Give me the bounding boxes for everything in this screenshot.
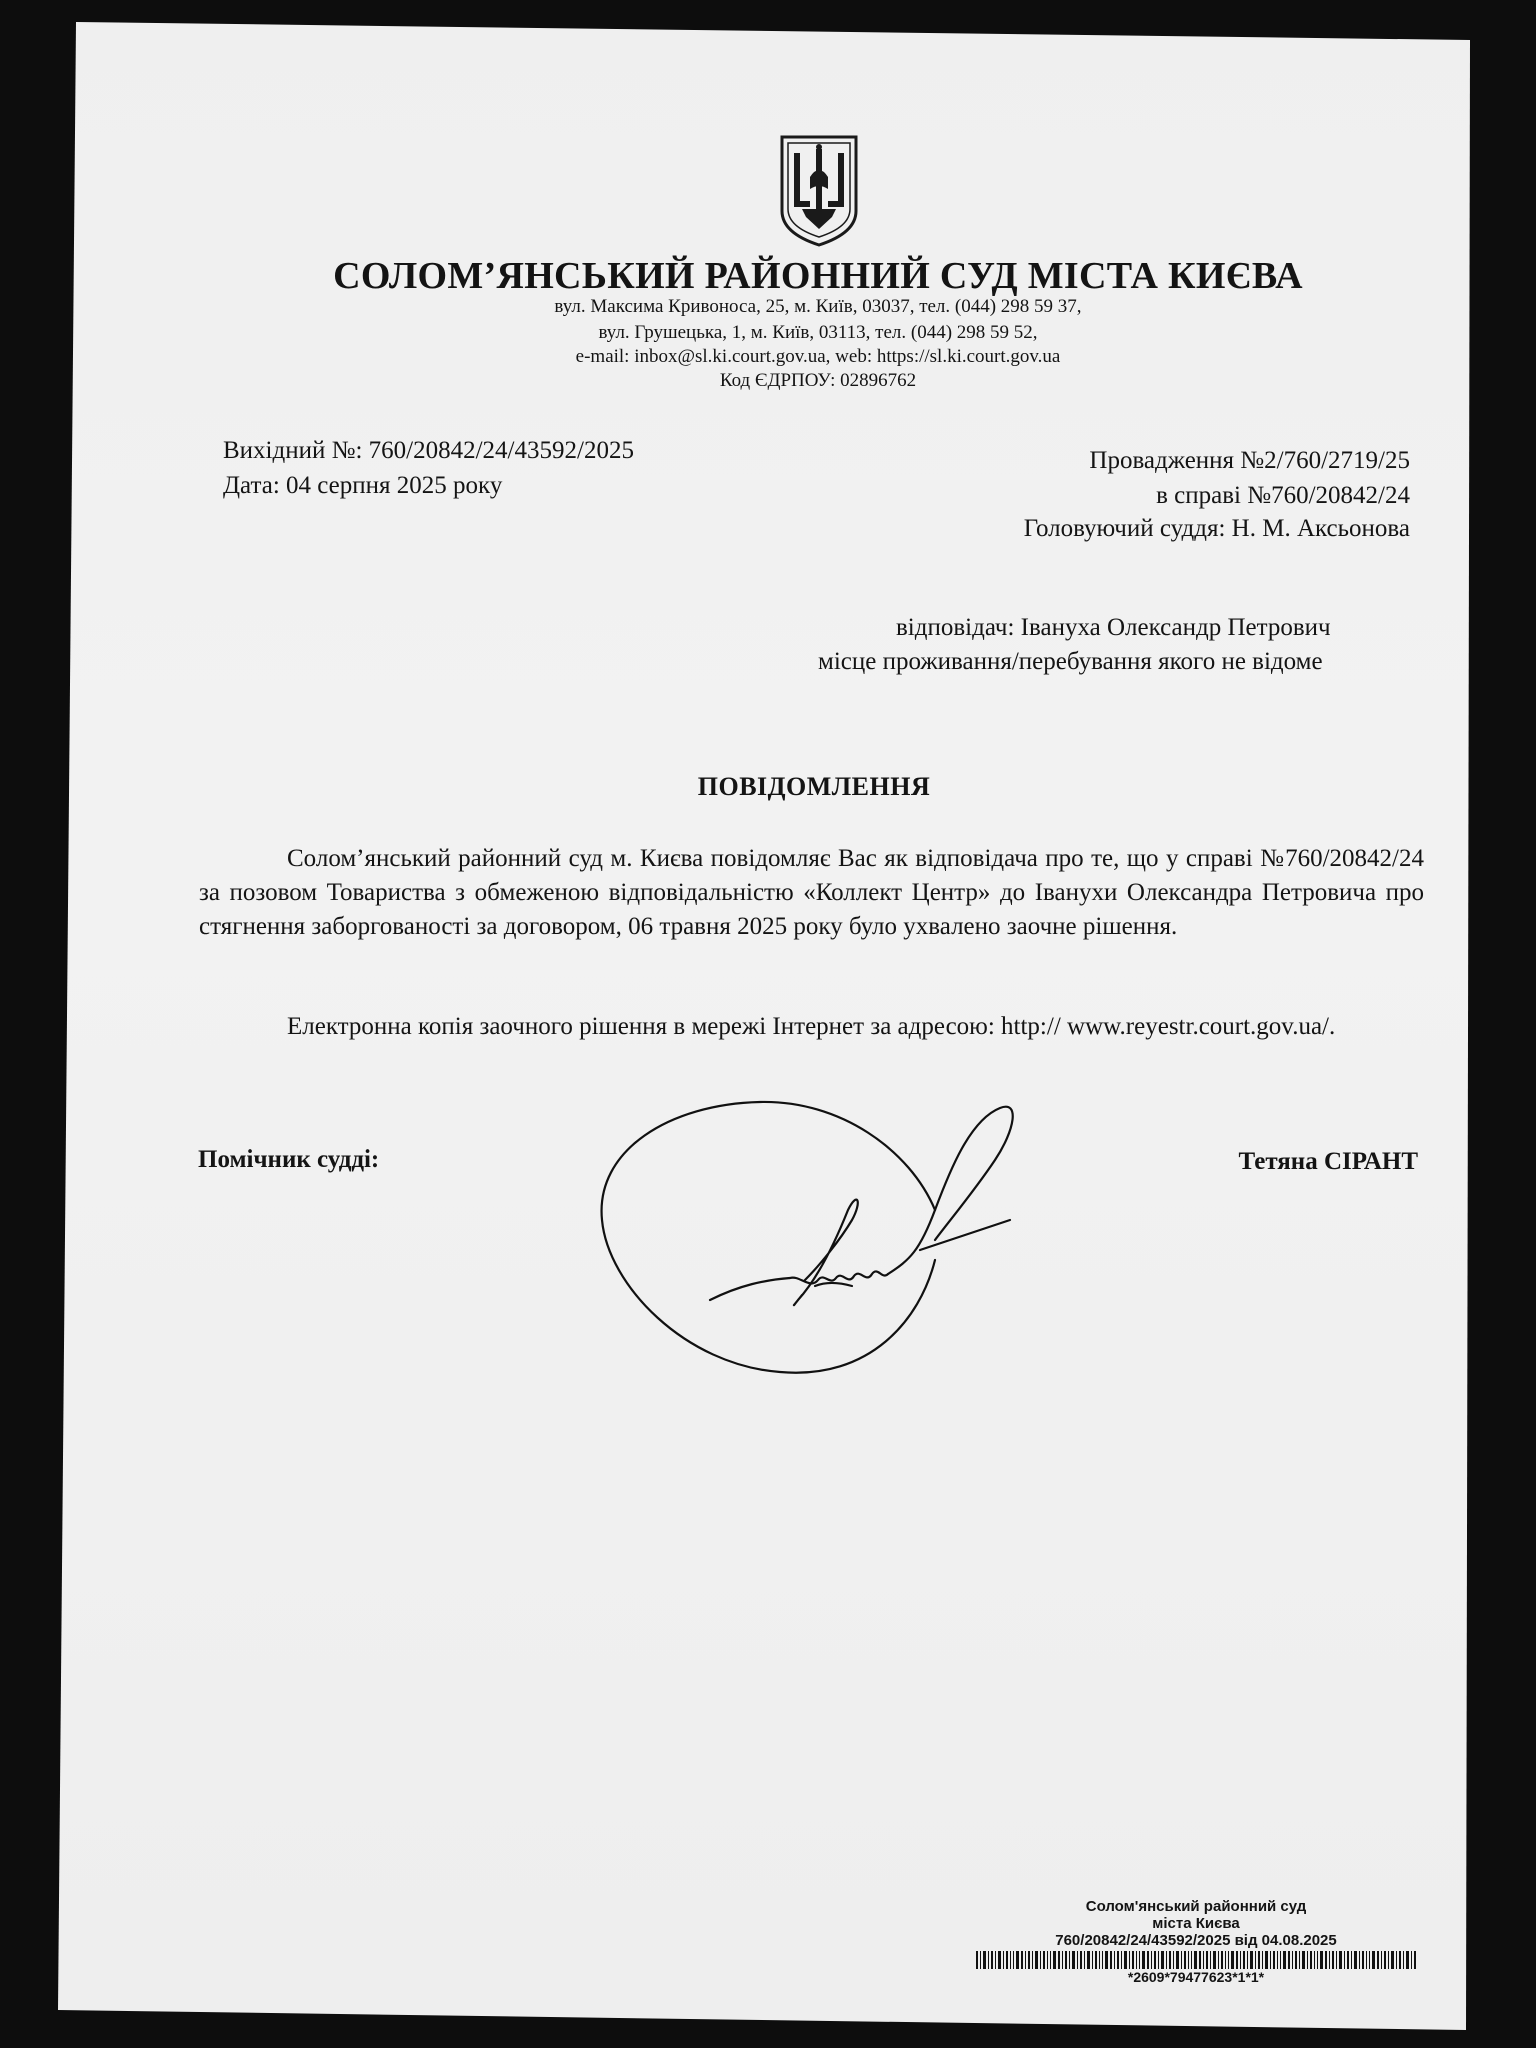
stamp-city-line: міста Києва — [1152, 1915, 1240, 1932]
court-contacts: e-mail: inbox@sl.ki.court.gov.ua, web: https://sl.ki.court.gov.ua — [575, 346, 1061, 367]
court-address-line: вул. Грушецька, 1, м. Київ, 03113, тел. (044) 298 59 52, — [598, 322, 1038, 343]
coat-of-arms-icon — [776, 133, 862, 249]
notice-link-text: Електронна копія заочного рішення в мережі Інтернет за адресою: http:// www.reyestr.court.gov.ua/. — [287, 1013, 1336, 1040]
handwritten-signature — [590, 1090, 1130, 1390]
notice-paragraph — [199, 1010, 1424, 1044]
barcode-text: *2609*79477623*1*1* — [1127, 1969, 1265, 1985]
notice-paragraph — [199, 842, 1424, 944]
outgoing-number: Вихідний №: 760/20842/24/43592/2025 — [223, 437, 634, 464]
notice-title: ПОВІДОМЛЕННЯ — [697, 772, 931, 801]
court-edrpou: Код ЄДРПОУ: 02896762 — [719, 370, 917, 391]
stamp-court-line: Солом'янський районний суд — [1085, 1898, 1307, 1915]
court-name: СОЛОМ’ЯНСЬКИЙ РАЙОННИЙ СУД МІСТА КИЄВА — [333, 255, 1303, 297]
case-number: в справі №760/20842/24 — [1156, 482, 1410, 509]
signer-name: Тетяна СІРАНТ — [1238, 1148, 1418, 1175]
notice-paragraph-text: Солом’янський районний суд м. Києва повідомляє Вас як відповідача про те, що у справі №760/20842/24 за позовом Товариства з обмеженою відповідальністю «Коллект Центр» до Іванухи Олександра Петровича про стягнення заборгованості за договором, 06 травня 2025 року було ухвалено заочне рішення. — [199, 845, 1424, 940]
barcode-icon — [976, 1951, 1416, 1969]
defendant-residence: місце проживання/перебування якого не відоме — [818, 648, 1323, 675]
proceeding-number: Провадження №2/760/2719/25 — [1089, 447, 1410, 474]
document-date: Дата: 04 серпня 2025 року — [223, 472, 503, 499]
signer-role: Помічник судді: — [198, 1146, 380, 1173]
stamp-registration-number: 760/20842/24/43592/2025 від 04.08.2025 — [1055, 1932, 1337, 1949]
defendant-name: відповідач: Івануха Олександр Петрович — [896, 614, 1331, 641]
court-address-line: вул. Максима Кривоноса, 25, м. Київ, 03037, тел. (044) 298 59 37, — [554, 296, 1082, 317]
registration-stamp — [972, 1898, 1420, 1986]
presiding-judge: Головуючий суддя: Н. М. Аксьонова — [1023, 515, 1410, 542]
